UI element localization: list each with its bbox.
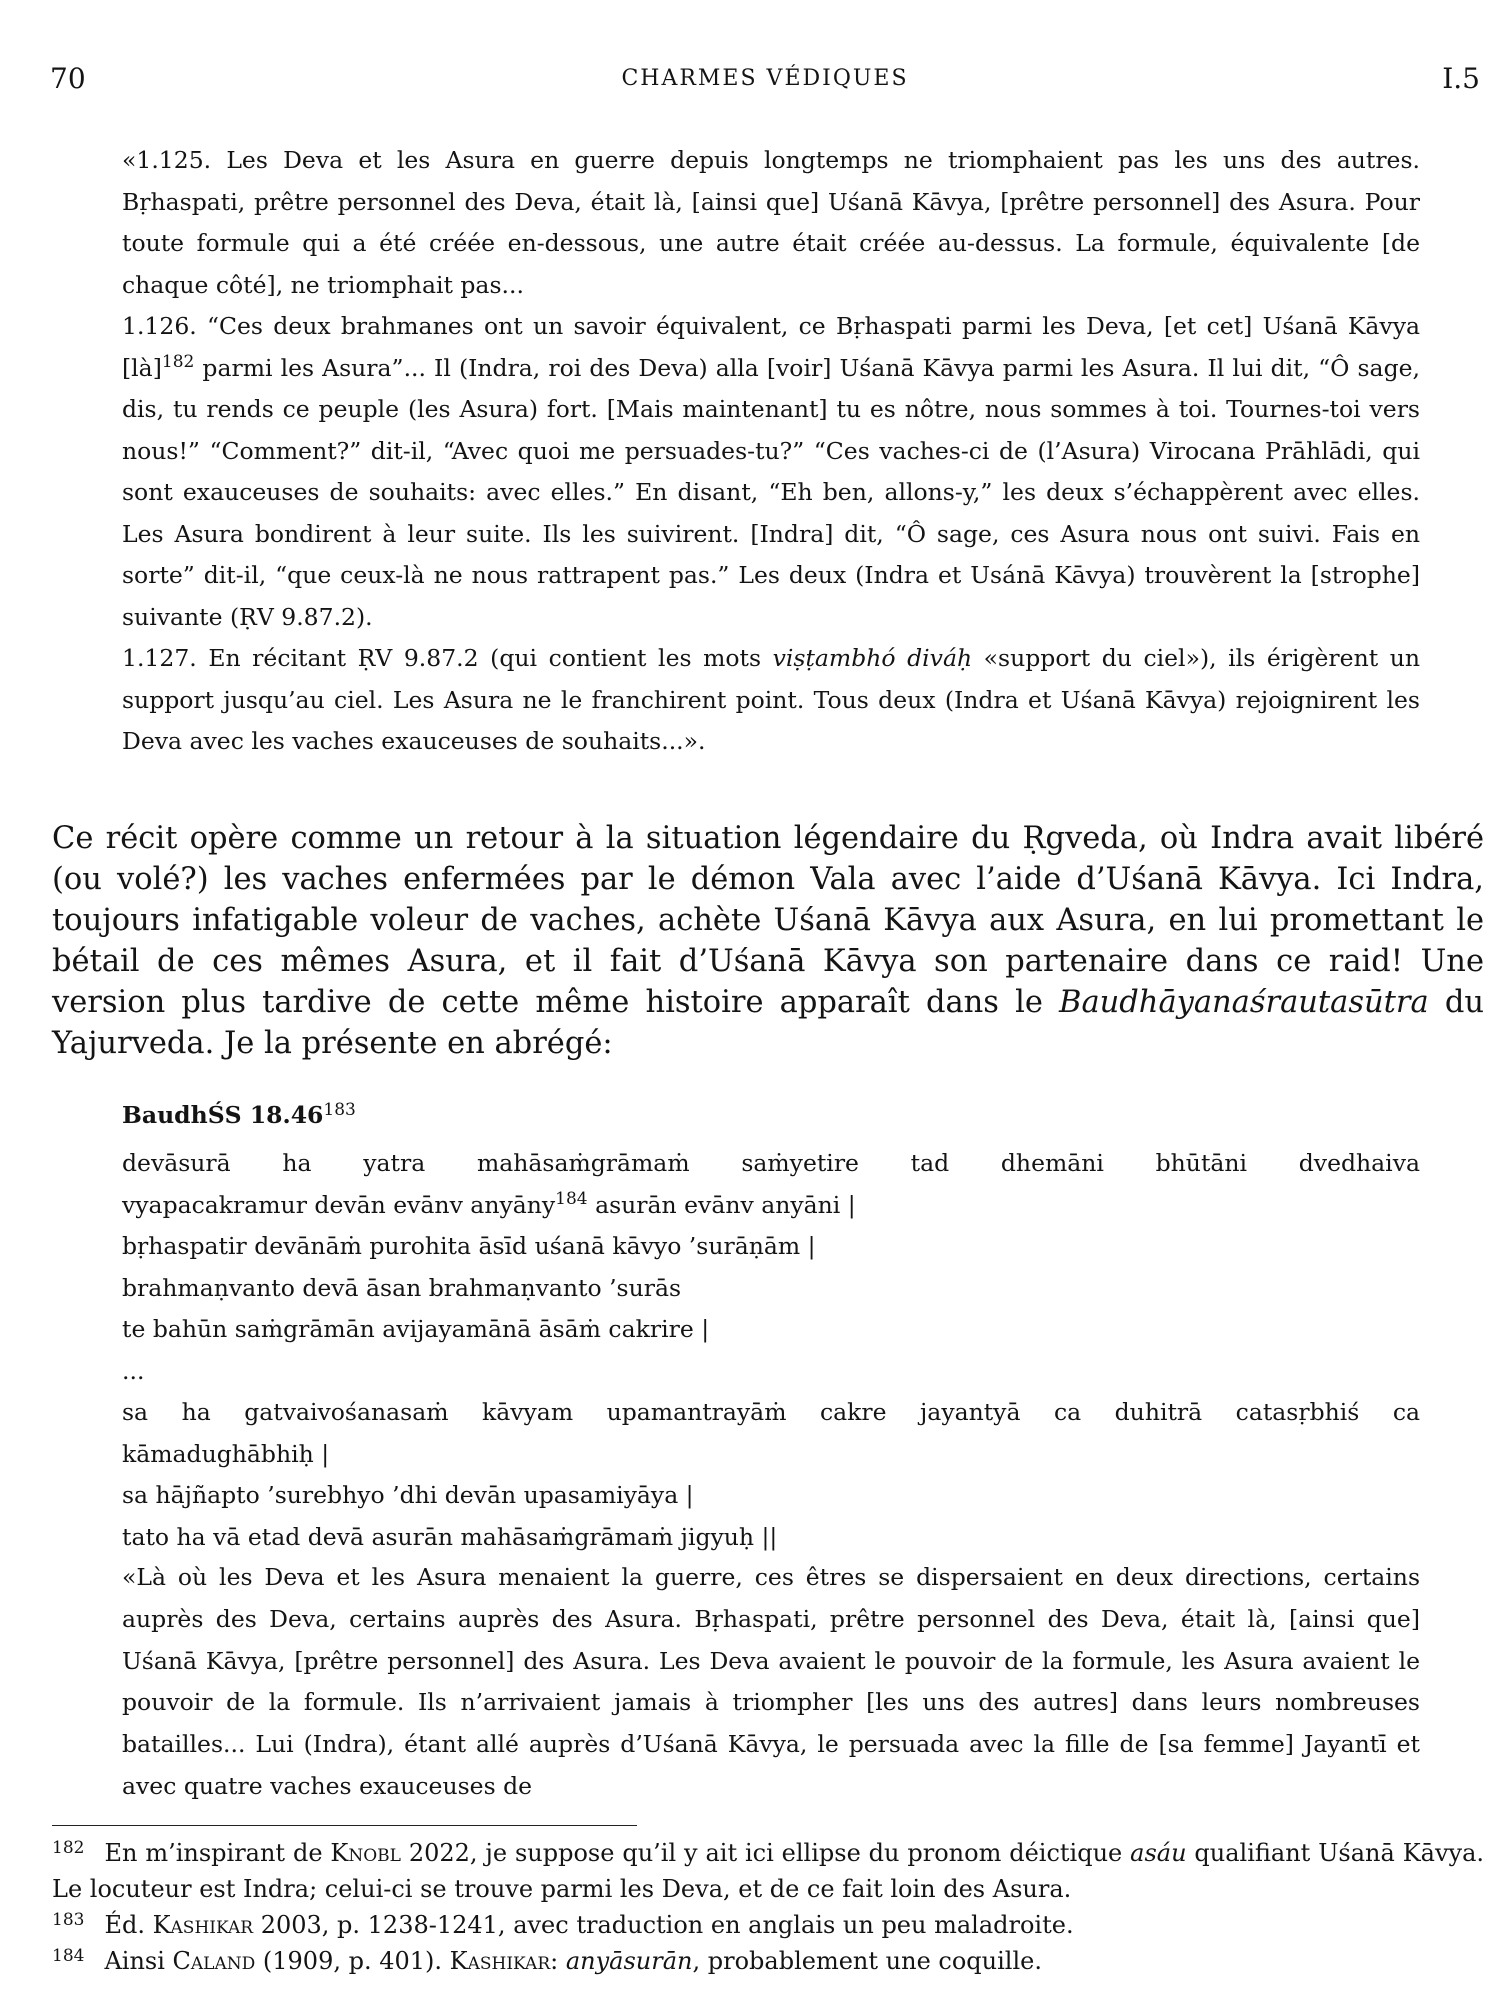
author-name: Kashikar — [152, 1911, 254, 1939]
translation-paragraph: «Là où les Deva et les Asura menaient la guerre, ces êtres se dispersaient en deux directions, certains auprès des Deva, certains auprès des Asura. Bṛhaspati, prêtre personnel des Deva, était là, [ainsi que] Uśanā Kāvya, [prêtre personnel] des Asura. Les Deva avaient le pouvoir de la formule, les Asura avaient le pouvoir de la formule. Ils n’arrivaient jamais à triompher [les uns des autres] dans leurs nombreuses batailles... Lui (Indra), étant allé auprès d’Uśanā Kāvya, le persuada avec la fille de [sa femme] Jayantī et avec quatre vaches exauceuses de — [122, 1563, 1420, 1800]
running-head — [50, 62, 1480, 102]
footnote-text: Ainsi — [104, 1947, 173, 1975]
footnote-ref-183[interactable]: 183 — [323, 1100, 356, 1120]
quote-text: parmi les Asura”... Il (Indra, roi des Deva) alla [voir] Uśanā Kāvya parmi les Asura. Il lui dit, “Ô sage, dis, tu rends ce peuple (les Asura) fort. [Mais maintenant] tu es nôtre, nous sommes à toi. Tournes-toi vers nous!” “Comment?” dit-il, “Avec quoi me persuades-tu?” “Ces vaches-ci de (l’Asura) Virocana Prāhlādi, qui sont exauceuses de souhaits: avec elles.” En disant, “Eh ben, allons-y,” les deux s’échappèrent avec elles. Les Asura bondirent à leur suite. Ils les suivirent. [Indra] dit, “Ô sage, ces Asura nous ont suivi. Fais en sorte” dit-il, “que ceux-là ne nous rattrapent pas.” Les deux (Indra et Usánā Kāvya) trouvèrent la [strophe] suivante (ṚV 9.87.2). — [122, 353, 1420, 631]
verse-line: bṛhaspatir devānāṁ purohita āsīd uśanā kāvyo ’surāṇām | — [122, 1232, 816, 1260]
author-name: Knobl — [330, 1839, 401, 1867]
author-name: Kashikar — [449, 1947, 551, 1975]
verse-line — [122, 1185, 1420, 1227]
footnote-text: qualifiant Uśanā Kāvya. Le locuteur est Indra; celui-ci se trouve parmi les Deva, et de ce fait loin des Asura. — [52, 1839, 1485, 1903]
verse-line: sa hājñapto ’surebhyo ’dhi devān upasamiyāya | — [122, 1481, 694, 1509]
footnote-182 — [52, 1835, 1484, 1907]
footnote-text: 2003, p. 1238-1241, avec traduction en anglais un peu maladroite. — [253, 1911, 1074, 1939]
quote-paragraph-1-127 — [122, 638, 1420, 763]
verse-ellipsis: ... — [122, 1356, 145, 1385]
verse-line: brahmaṇvanto devā āsan brahmaṇvanto ’surās — [122, 1273, 682, 1302]
main-paragraph — [52, 818, 1484, 1064]
verse-line: tato ha vā etad devā asurān mahāsaṁgrāmaṁ jigyuḥ || — [122, 1522, 778, 1551]
footnote-italic-term: anyāsurān — [565, 1947, 693, 1975]
footnote-text: 2022, je suppose qu’il y ait ici ellipse du pronom déictique — [400, 1839, 1131, 1867]
sanskrit-verse-block — [122, 1143, 1420, 1558]
footnote-divider — [52, 1825, 637, 1826]
main-italic-title: Baudhāyanaśrautasūtra — [1059, 985, 1429, 1020]
footnote-number: 184 — [52, 1946, 85, 1966]
footnotes — [52, 1835, 1484, 1979]
footnote-text: , probablement une coquille. — [692, 1947, 1042, 1975]
footnote-text: En m’inspirant de — [104, 1839, 331, 1867]
footnote-italic-term: asáu — [1130, 1839, 1187, 1867]
quotation-block — [122, 140, 1420, 763]
verse-text: vyapacakramur devān evānv anyāny — [122, 1190, 556, 1219]
quote-text: 1.126. “Ces deux brahmanes ont un savoir équivalent, ce Bṛhaspati parmi les Deva, [et cet] Uśanā Kāvya [là] — [122, 312, 1420, 382]
section-number: I.5 — [1442, 62, 1480, 95]
footnote-184 — [52, 1943, 1484, 1979]
footnote-number: 182 — [52, 1838, 85, 1858]
footnote-text: (1909, p. 401). — [255, 1947, 450, 1975]
footnote-183 — [52, 1907, 1484, 1943]
verse-text: asurān evānv anyāni | — [587, 1190, 856, 1219]
verse-line: sa ha gatvaivośanasaṁ kāvyam upamantrayāṁ cakre jayantyā ca duhitrā catasṛbhiś ca — [122, 1398, 1420, 1426]
author-name: Caland — [172, 1947, 256, 1975]
footnote-number: 183 — [52, 1910, 85, 1930]
quote-paragraph-1-125: «1.125. Les Deva et les Asura en guerre depuis longtemps ne triomphaient pas les uns des autres. Bṛhaspati, prêtre personnel des Deva, était là, [ainsi que] Uśanā Kāvya, [prêtre personnel] des Asura. Pour toute formule qui a été créée en-dessous, une autre était créée au-dessus. La formule, équivalente [de chaque côté], ne triomphait pas... — [122, 146, 1420, 299]
quote-text: «support du ciel»), ils érigèrent un support jusqu’au ciel. Les Asura ne le franchirent point. Tous deux (Indra et Uśanā Kāvya) rejoignirent les Deva avec les vaches exauceuses de souhaits...». — [122, 644, 1420, 755]
verse-line: kāmadughābhiḥ | — [122, 1439, 330, 1468]
main-text: du Yajurveda. Je la présente en abrégé: — [52, 985, 1484, 1061]
source-heading — [122, 1100, 356, 1129]
verse-line: te bahūn saṁgrāmān avijayamānā āsāṁ cakrire | — [122, 1315, 710, 1343]
quote-text: 1.127. En récitant ṚV 9.87.2 (qui contient les mots — [122, 644, 773, 672]
running-title: CHARMES VÉDIQUES — [621, 66, 909, 91]
quote-paragraph-1-126 — [122, 306, 1420, 638]
footnote-ref-182[interactable]: 182 — [161, 351, 195, 372]
page-number: 70 — [50, 62, 86, 95]
verse-line: devāsurā ha yatra mahāsaṁgrāmaṁ saṁyetire tad dhemāni bhūtāni dvedhaiva — [122, 1149, 1420, 1177]
quote-italic-term: viṣṭambhó diváḥ — [772, 644, 973, 672]
footnote-text: Éd. — [104, 1911, 153, 1939]
source-heading-text: BaudhŚS 18.46 — [122, 1101, 324, 1129]
main-text: Ce récit opère comme un retour à la situation légendaire du Ṛgveda, où Indra avait libéré (ou volé?) les vaches enfermées par le démon Vala avec l’aide d’Uśanā Kāvya. Ici Indra, toujours infatigable voleur de vaches, achète Uśanā Kāvya aux Asura, en lui promettant le bétail de ces mêmes Asura, et il fait d’Uśanā Kāvya son partenaire dans ce raid! Une version plus tardive de cette même histoire apparaît dans le — [52, 821, 1484, 1020]
footnote-ref-184[interactable]: 184 — [555, 1188, 588, 1209]
footnote-text: : — [550, 1947, 566, 1975]
